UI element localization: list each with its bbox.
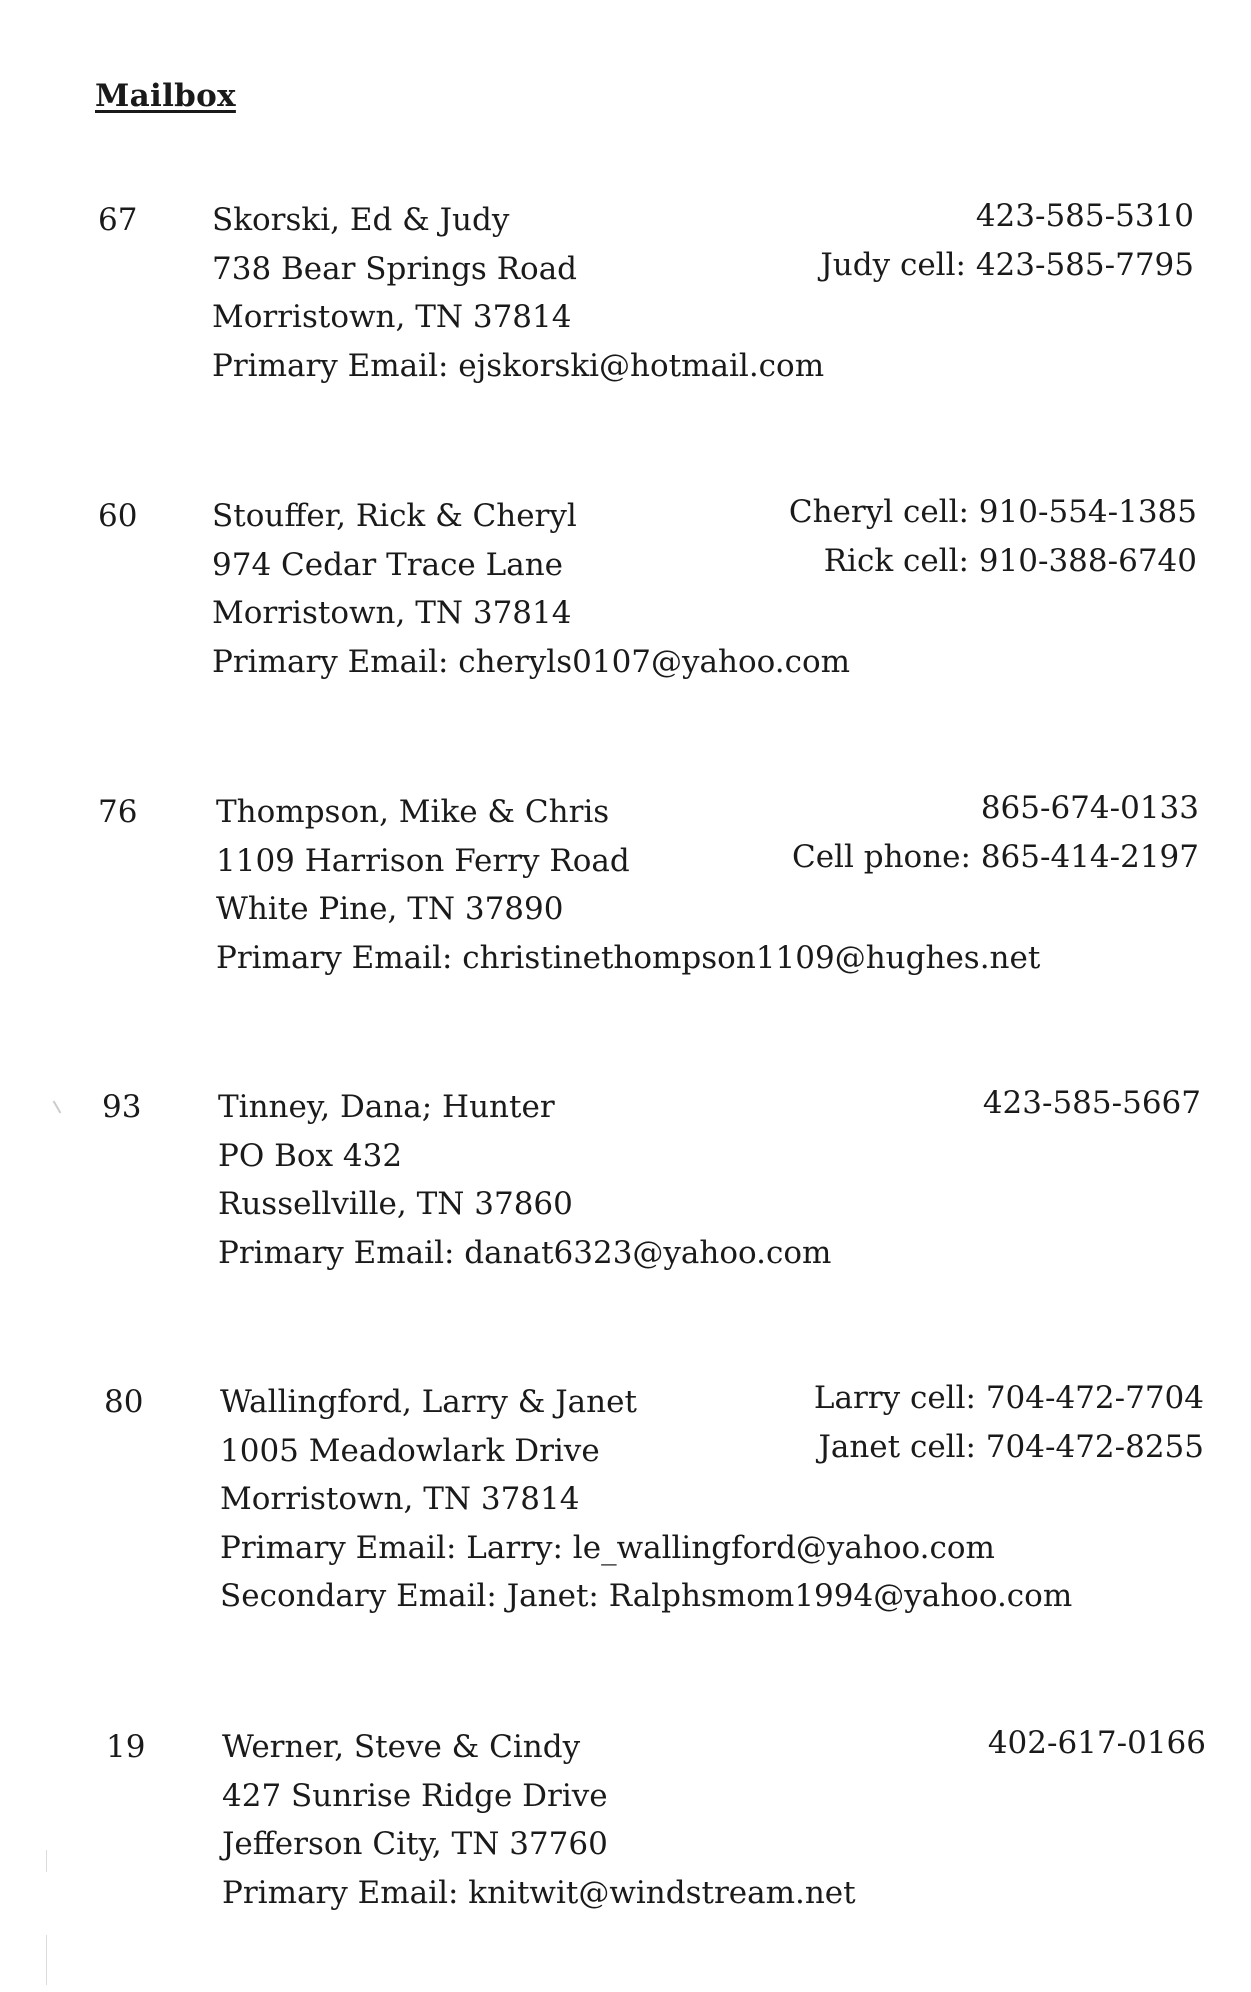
entry-phones bbox=[820, 192, 1194, 289]
entry-phones bbox=[983, 1079, 1201, 1128]
phone-secondary: Janet cell: 704-472-8255 bbox=[818, 1428, 1204, 1465]
directory-entry bbox=[0, 788, 1251, 988]
mailbox-number: 76 bbox=[98, 794, 138, 830]
primary-email: Primary Email: ejskorski@hotmail.com bbox=[212, 347, 825, 384]
household-name: Wallingford, Larry & Janet bbox=[220, 1384, 637, 1420]
primary-email: Primary Email: knitwit@windstream.net bbox=[222, 1874, 856, 1911]
directory-entry bbox=[0, 1378, 1251, 1614]
entry-details bbox=[218, 1083, 831, 1277]
city-state-zip: Morristown, TN 37814 bbox=[220, 1481, 580, 1517]
household-name: Skorski, Ed & Judy bbox=[212, 202, 510, 238]
scan-artifact bbox=[46, 1850, 47, 1872]
phone-primary: 423-585-5667 bbox=[982, 1085, 1201, 1121]
household-name: Thompson, Mike & Chris bbox=[216, 794, 610, 830]
scan-artifact bbox=[46, 1935, 47, 1985]
entry-details bbox=[212, 492, 850, 686]
page-heading: Mailbox bbox=[95, 78, 236, 114]
phone-secondary: Rick cell: 910-388-6740 bbox=[823, 542, 1197, 579]
entry-details bbox=[222, 1723, 856, 1917]
household-name: Werner, Steve & Cindy bbox=[222, 1729, 581, 1765]
primary-email: Primary Email: christinethompson1109@hughes.net bbox=[216, 939, 1041, 976]
street-address: 738 Bear Springs Road bbox=[212, 250, 578, 287]
mailbox-number: 80 bbox=[104, 1384, 144, 1420]
mailbox-number: 60 bbox=[98, 498, 138, 534]
entry-phones bbox=[789, 488, 1197, 585]
phone-primary: 865-674-0133 bbox=[980, 790, 1199, 826]
phone-primary: 423-585-5310 bbox=[975, 198, 1194, 234]
mailbox-number: 93 bbox=[102, 1089, 142, 1125]
phone-secondary: Judy cell: 423-585-7795 bbox=[820, 246, 1194, 283]
street-address: 427 Sunrise Ridge Drive bbox=[222, 1777, 608, 1814]
phone-primary: 402-617-0166 bbox=[987, 1725, 1206, 1761]
phone-primary: Cheryl cell: 910-554-1385 bbox=[788, 494, 1197, 530]
city-state-zip: White Pine, TN 37890 bbox=[216, 891, 564, 927]
street-address: PO Box 432 bbox=[218, 1137, 403, 1174]
mailbox-number: 67 bbox=[98, 202, 138, 238]
street-address: 1109 Harrison Ferry Road bbox=[216, 842, 630, 879]
entry-phones bbox=[792, 784, 1199, 881]
directory-entry bbox=[0, 1083, 1251, 1283]
city-state-zip: Jefferson City, TN 37760 bbox=[222, 1826, 608, 1862]
secondary-email: Secondary Email: Janet: Ralphsmom1994@yahoo.com bbox=[220, 1578, 1073, 1614]
city-state-zip: Morristown, TN 37814 bbox=[212, 595, 572, 631]
city-state-zip: Russellville, TN 37860 bbox=[218, 1186, 573, 1222]
directory-entry bbox=[0, 196, 1251, 396]
entry-phones bbox=[988, 1719, 1206, 1768]
entry-phones bbox=[814, 1374, 1204, 1471]
street-address: 974 Cedar Trace Lane bbox=[212, 546, 564, 583]
primary-email: Primary Email: cheryls0107@yahoo.com bbox=[212, 643, 851, 680]
directory-entry bbox=[0, 492, 1251, 692]
city-state-zip: Morristown, TN 37814 bbox=[212, 299, 572, 335]
phone-primary: Larry cell: 704-472-7704 bbox=[813, 1380, 1204, 1416]
primary-email: Primary Email: Larry: le_wallingford@yahoo.com bbox=[220, 1529, 995, 1566]
household-name: Tinney, Dana; Hunter bbox=[218, 1089, 555, 1125]
entry-details bbox=[212, 196, 824, 390]
mailbox-number: 19 bbox=[106, 1729, 146, 1765]
phone-secondary: Cell phone: 865-414-2197 bbox=[791, 838, 1199, 875]
directory-entry bbox=[0, 1723, 1251, 1923]
primary-email: Primary Email: danat6323@yahoo.com bbox=[218, 1234, 832, 1271]
street-address: 1005 Meadowlark Drive bbox=[220, 1432, 600, 1469]
household-name: Stouffer, Rick & Cheryl bbox=[212, 498, 577, 534]
